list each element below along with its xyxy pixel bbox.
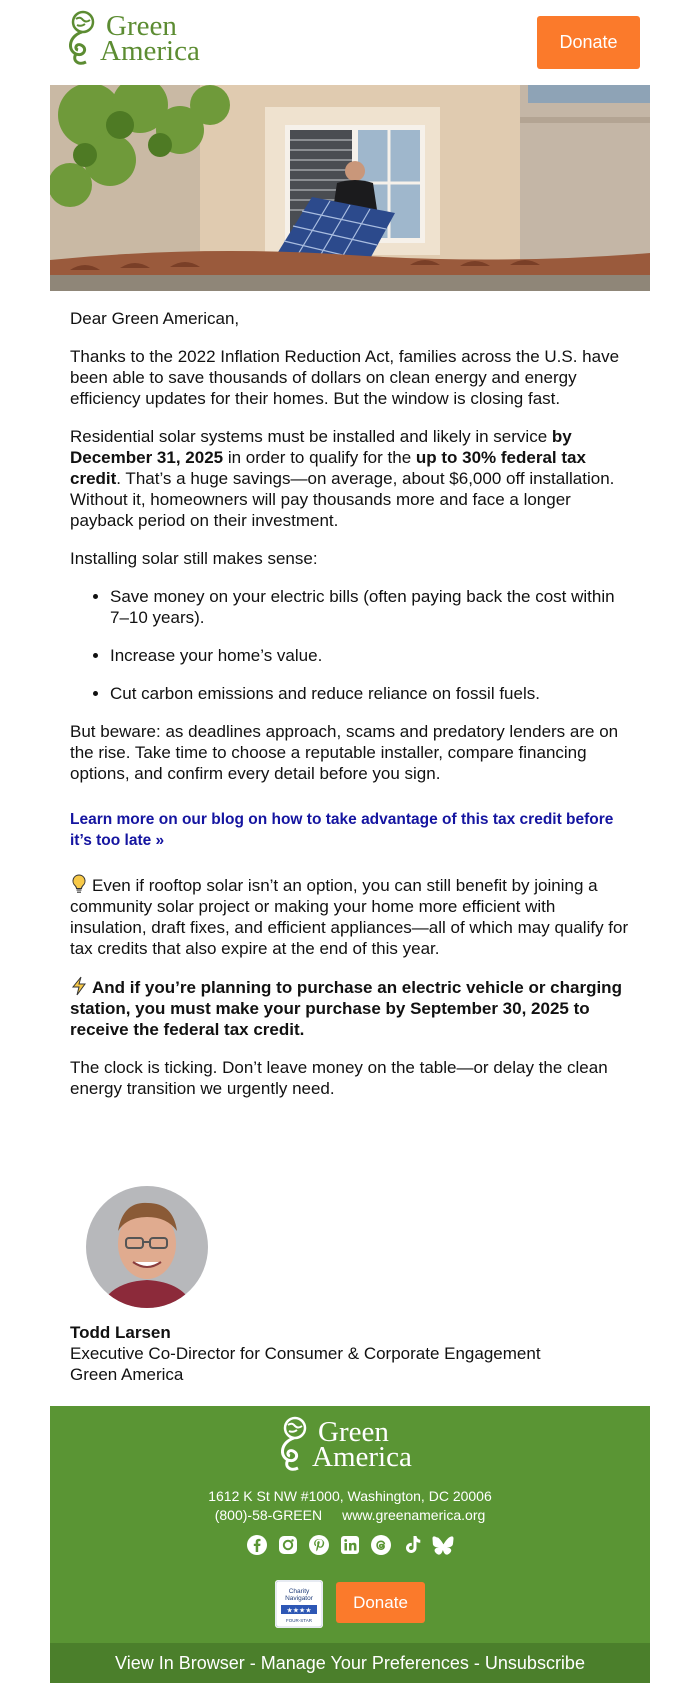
footer-website[interactable]: www.greenamerica.org — [342, 1507, 486, 1523]
linkedin-icon[interactable] — [339, 1534, 361, 1556]
green-america-logo-icon — [64, 10, 98, 68]
email-body — [70, 308, 635, 1116]
view-in-browser-link[interactable]: View In Browser — [115, 1652, 245, 1673]
deadline-text-c: in order to qualify for the — [223, 448, 416, 467]
paragraph-intro: Thanks to the 2022 Inflation Reduction Act, families across the U.S. have been able to save thousands of dollars on clean energy and energy efficiency updates for their homes. But the window is closing fast. — [70, 347, 620, 408]
footer-links — [50, 1643, 650, 1683]
facebook-icon[interactable] — [246, 1534, 268, 1556]
benefits-list — [70, 586, 635, 704]
charity-text-1: Charity — [288, 1588, 310, 1595]
deadline-text-e: . That’s a huge savings—on average, about $6,000 off installation. Without it, homeowners will pay thousands more and face a longer payback period on their investment. — [70, 469, 615, 530]
signature-title: Executive Co-Director for Consumer & Corporate Engagement — [70, 1344, 541, 1363]
lightning-icon — [70, 976, 88, 996]
link-separator: - — [249, 1652, 256, 1673]
tiktok-icon[interactable] — [401, 1534, 423, 1556]
community-solar-text: Even if rooftop solar isn’t an option, you can still benefit by joining a community solar project or making your home more efficient with insulation, draft fixes, and efficient appliances—all of which may qualify for tax credits that also expire at the end of this year. — [70, 876, 629, 958]
header-donate-button[interactable]: Donate — [537, 16, 640, 69]
pinterest-icon[interactable] — [308, 1534, 330, 1556]
footer-logo[interactable] — [276, 1416, 412, 1474]
logo-text-green: Green — [106, 10, 177, 42]
blog-link[interactable]: Learn more on our blog on how to take advantage of this tax credit before it’s too late » — [70, 811, 614, 849]
charity-text-2: Navigator — [285, 1595, 313, 1602]
paragraph-beware: But beware: as deadlines approach, scams and predatory lenders are on the rise. Take time to choose a reputable installer, compare financing options, and confirm every detail before you sign. — [70, 722, 619, 783]
footer-donate-button[interactable]: Donate — [336, 1582, 425, 1623]
blog-link-wrapper — [70, 808, 635, 850]
paragraph-community-solar — [70, 874, 635, 959]
footer-phone[interactable]: (800)-58-GREEN — [214, 1507, 323, 1523]
list-item: • Save money on your electric bills (often paying back the cost within 7–10 years). — [110, 586, 635, 628]
charity-navigator-badge[interactable] — [275, 1580, 323, 1628]
manage-preferences-link[interactable]: Manage Your Preferences — [260, 1652, 469, 1673]
greeting: Dear Green American, — [70, 309, 240, 328]
paragraph-deadline — [70, 426, 635, 531]
charity-text-3: FOUR-STAR — [286, 1618, 312, 1623]
deadline-text-a: Residential solar systems must be installed and likely in service — [70, 427, 552, 446]
unsubscribe-link[interactable]: Unsubscribe — [484, 1652, 585, 1673]
ev-deadline-text: And if you’re planning to purchase an electric vehicle or charging station, you must make your purchase by September 30, 2025 to receive the federal tax credit. — [70, 978, 622, 1039]
tax-credit-amount: up to 30% federal tax credit — [70, 448, 586, 488]
paragraph-ev — [70, 976, 635, 1040]
deadline-date: by December 31, 2025 — [70, 427, 572, 467]
threads-icon[interactable] — [370, 1534, 392, 1556]
charity-stars: ★★★★ — [286, 1606, 312, 1615]
list-item: • Increase your home’s value. — [110, 645, 635, 666]
list-item: • Cut carbon emissions and reduce reliance on fossil fuels. — [110, 683, 635, 704]
avatar — [86, 1186, 208, 1308]
bluesky-icon[interactable] — [432, 1534, 454, 1556]
email-header — [0, 0, 700, 84]
green-america-logo[interactable] — [64, 10, 200, 68]
signature-org: Green America — [70, 1365, 184, 1384]
lightbulb-icon — [70, 874, 88, 894]
paragraph-solar-sense: Installing solar still makes sense: — [70, 549, 318, 568]
hero-image — [50, 85, 650, 291]
social-links — [50, 1534, 650, 1556]
footer-address: 1612 K St NW #1000, Washington, DC 20006 — [208, 1488, 492, 1504]
email-footer — [50, 1406, 650, 1683]
paragraph-closing: The clock is ticking. Don’t leave money on the table—or delay the clean energy transition we urgently need. — [70, 1058, 608, 1098]
footer-logo-text-america: America — [312, 1441, 412, 1473]
signature-name: Todd Larsen — [70, 1323, 171, 1342]
logo-text-america: America — [100, 35, 200, 67]
footer-logo-text-green: Green — [318, 1416, 389, 1448]
green-america-logo-icon — [276, 1416, 310, 1474]
footer-contact — [50, 1487, 650, 1525]
instagram-icon[interactable] — [277, 1534, 299, 1556]
link-separator: - — [473, 1652, 480, 1673]
signature — [70, 1322, 541, 1385]
